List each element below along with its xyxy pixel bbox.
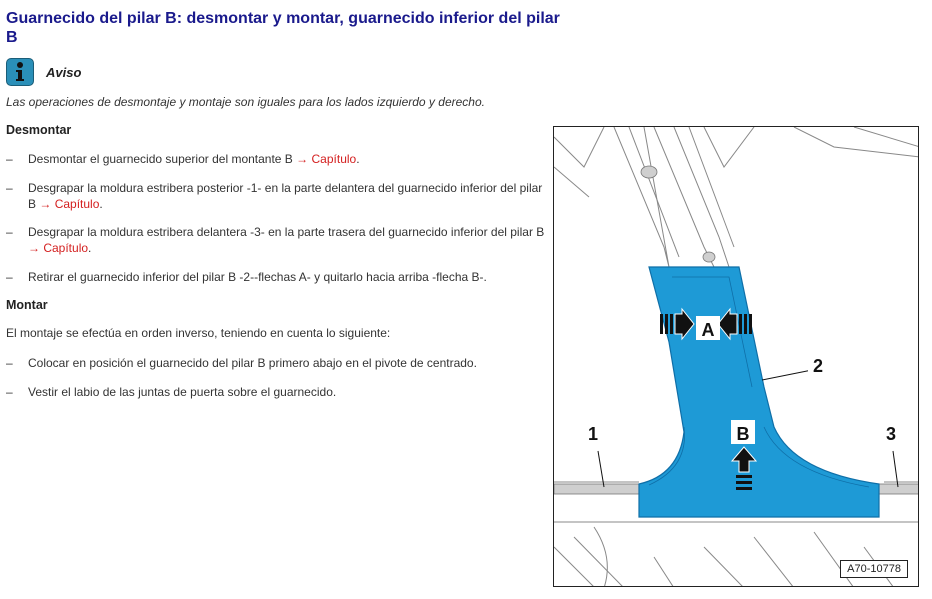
install-heading: Montar (6, 298, 48, 312)
removal-step-4: – Retirar el guarnecido inferior del pilar B -2--flechas A- y quitarlo hacia arriba -flecha B-. (6, 270, 487, 284)
label-3: 3 (885, 424, 897, 444)
chapter-link[interactable]: → Capítulo (39, 197, 100, 211)
figure-drawing (554, 127, 919, 587)
label-1: 1 (587, 424, 599, 444)
info-icon (6, 58, 34, 86)
label-2: 2 (812, 356, 824, 376)
chapter-link[interactable]: → Capítulo (296, 152, 357, 166)
removal-heading: Desmontar (6, 123, 72, 137)
label-a: A (701, 320, 715, 340)
install-step-1: – Colocar en posición el guarnecido del pilar B primero abajo en el pivote de centrado. (6, 356, 477, 370)
install-intro: El montaje se efectúa en orden inverso, teniendo en cuenta lo siguiente: (6, 326, 391, 340)
b-pillar-trim (639, 267, 879, 517)
removal-step-1: – Desmontar el guarnecido superior del montante B → Capítulo. (6, 152, 360, 166)
chapter-link[interactable]: → Capítulo (28, 241, 89, 255)
removal-step-2: – Desgrapar la moldura estribera posterior -1- en la parte delantera del guarnecido inferior del pilar B → Capítulo. (6, 181, 543, 211)
intro-text: Las operaciones de desmontaje y montaje son iguales para los lados izquierdo y derecho. (6, 95, 485, 109)
install-step-2: – Vestir el labio de las juntas de puerta sobre el guarnecido. (6, 385, 337, 399)
removal-step-3: – Desgrapar la moldura estribera delantera -3- en la parte trasera del guarnecido inferior del pilar B → Capítulo. (6, 225, 545, 255)
notice-label: Aviso (46, 64, 82, 80)
figure-id: A70-10778 (840, 560, 908, 578)
figure-b-pillar (553, 126, 919, 587)
page-title: Guarnecido del pilar B: desmontar y montar, guarnecido inferior del pilar B (6, 10, 560, 46)
label-b: B (736, 424, 750, 444)
notice (6, 58, 81, 86)
